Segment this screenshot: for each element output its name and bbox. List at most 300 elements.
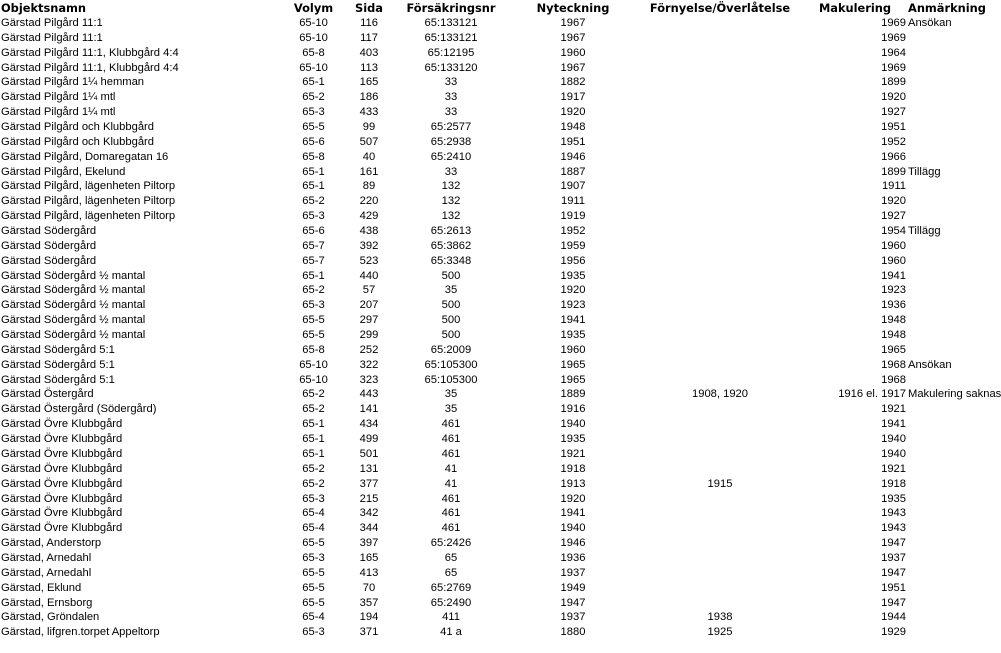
table-row — [0, 625, 960, 640]
cell-sida: 207 — [359, 299, 379, 312]
header-anmarkning: Anmärkning — [908, 1, 986, 15]
table-row — [0, 269, 960, 284]
cell-volym: 65-3 — [302, 106, 325, 119]
cell-anmarkning — [908, 209, 960, 224]
cell-fornyelse — [638, 31, 802, 46]
cell-objektsnamn: Gärstad Pilgård, Domaregatan 16 — [1, 150, 169, 163]
cell-volym: 65-10 — [299, 17, 328, 29]
cell-forsakringsnr: 65:2410 — [430, 150, 472, 163]
cell-objektsnamn: Gärstad Pilgård och Klubbgård — [1, 135, 154, 148]
cell-volym: 65-2 — [302, 195, 325, 208]
table-row — [0, 462, 960, 477]
cell-nyteckning: 1941 — [560, 314, 586, 327]
cell-sida: 165 — [359, 76, 379, 89]
cell-fornyelse — [638, 551, 802, 566]
cell-forsakringsnr: 132 — [441, 195, 461, 208]
cell-volym: 65-3 — [302, 626, 325, 639]
cell-nyteckning: 1952 — [560, 225, 586, 238]
cell-anmarkning — [908, 298, 960, 313]
cell-sida: 392 — [359, 239, 379, 252]
cell-sida: 323 — [359, 373, 379, 386]
cell-forsakringsnr: 65:12195 — [427, 46, 475, 59]
table-row — [0, 566, 960, 581]
table-row — [0, 373, 960, 388]
cell-makulering: 1929 — [881, 626, 906, 639]
table-row — [0, 46, 960, 61]
cell-volym: 65-1 — [302, 433, 325, 446]
cell-makulering: 1947 — [881, 596, 906, 609]
cell-anmarkning — [908, 179, 960, 194]
cell-forsakringsnr: 65:2577 — [430, 121, 472, 134]
cell-fornyelse — [638, 16, 802, 31]
cell-forsakringsnr: 65:2938 — [430, 135, 472, 148]
cell-objektsnamn: Gärstad Övre Klubbgård — [1, 477, 123, 490]
cell-nyteckning: 1935 — [560, 329, 586, 342]
cell-forsakringsnr: 35 — [444, 403, 458, 416]
cell-makulering: 1921 — [881, 462, 906, 475]
table-row — [0, 254, 960, 269]
cell-sida: 141 — [359, 403, 379, 416]
table-row — [0, 432, 960, 447]
cell-volym: 65-5 — [302, 596, 325, 609]
cell-makulering: 1936 — [881, 299, 906, 312]
cell-volym: 65-8 — [302, 46, 325, 59]
cell-fornyelse — [638, 521, 802, 536]
cell-anmarkning — [908, 521, 960, 536]
cell-sida: 89 — [362, 180, 376, 193]
cell-nyteckning: 1920 — [560, 492, 586, 505]
cell-nyteckning: 1937 — [560, 611, 586, 624]
cell-nyteckning: 1948 — [560, 121, 586, 134]
cell-nyteckning: 1960 — [560, 343, 586, 356]
cell-sida: 523 — [359, 254, 379, 267]
cell-nyteckning: 1907 — [560, 180, 586, 193]
cell-fornyelse — [638, 46, 802, 61]
cell-objektsnamn: Gärstad Övre Klubbgård — [1, 462, 123, 475]
cell-anmarkning — [908, 61, 960, 76]
cell-volym: 65-8 — [302, 150, 325, 163]
cell-objektsnamn: Gärstad, Gröndalen — [1, 611, 100, 624]
cell-fornyelse — [638, 269, 802, 284]
cell-objektsnamn: Gärstad Pilgård, lägenheten Piltorp — [1, 180, 176, 193]
cell-volym: 65-10 — [299, 373, 328, 386]
cell-nyteckning: 1967 — [560, 61, 586, 74]
cell-makulering: 1968 — [881, 358, 906, 371]
cell-makulering: 1960 — [881, 239, 906, 252]
cell-volym: 65-3 — [302, 551, 325, 564]
header-fornyelse: Förnyelse/Överlåtelse — [649, 1, 791, 15]
cell-anmarkning — [908, 477, 960, 492]
cell-sida: 220 — [359, 195, 379, 208]
cell-forsakringsnr: 132 — [441, 210, 461, 223]
cell-objektsnamn: Gärstad Övre Klubbgård — [1, 447, 123, 460]
cell-volym: 65-3 — [302, 299, 325, 312]
cell-volym: 65-7 — [302, 254, 325, 267]
table-row — [0, 209, 960, 224]
cell-volym: 65-10 — [299, 61, 328, 74]
cell-makulering: 1947 — [881, 566, 906, 579]
cell-volym: 65-5 — [302, 581, 325, 594]
cell-sida: 40 — [362, 150, 376, 163]
cell-forsakringsnr: 65:2769 — [430, 581, 472, 594]
cell-anmarkning — [908, 447, 960, 462]
cell-nyteckning: 1951 — [560, 135, 586, 148]
cell-objektsnamn: Gärstad Södergård ½ mantal — [1, 299, 146, 312]
cell-volym: 65-1 — [302, 180, 325, 193]
cell-fornyelse: 1908, 1920 — [692, 388, 748, 401]
cell-objektsnamn: Gärstad Södergård ½ mantal — [1, 284, 146, 297]
table-row — [0, 90, 960, 105]
cell-sida: 403 — [359, 46, 379, 59]
cell-objektsnamn: Gärstad Pilgård 11:1, Klubbgård 4:4 — [1, 46, 179, 59]
cell-forsakringsnr: 65:2426 — [430, 537, 472, 550]
cell-volym: 65-6 — [302, 225, 325, 238]
cell-makulering: 1965 — [881, 343, 906, 356]
cell-anmarkning — [908, 566, 960, 581]
cell-fornyelse — [638, 283, 802, 298]
cell-anmarkning — [908, 506, 960, 521]
cell-sida: 440 — [359, 269, 379, 282]
cell-objektsnamn: Gärstad Södergård ½ mantal — [1, 269, 146, 282]
cell-nyteckning: 1967 — [560, 17, 586, 29]
cell-nyteckning: 1918 — [560, 462, 586, 475]
cell-anmarkning — [908, 150, 960, 165]
cell-makulering: 1951 — [881, 581, 906, 594]
cell-makulering: 1951 — [881, 121, 906, 134]
cell-forsakringsnr: 461 — [441, 433, 461, 446]
cell-makulering: 1918 — [881, 477, 906, 490]
cell-volym: 65-5 — [302, 329, 325, 342]
cell-fornyelse — [638, 194, 802, 209]
cell-forsakringsnr: 65:133120 — [424, 61, 478, 74]
cell-anmarkning — [908, 402, 960, 417]
table-row — [0, 61, 960, 76]
cell-nyteckning: 1923 — [560, 299, 586, 312]
cell-makulering: 1968 — [881, 373, 906, 386]
cell-makulering: 1920 — [881, 195, 906, 208]
cell-fornyelse — [638, 313, 802, 328]
table-row — [0, 536, 960, 551]
cell-fornyelse — [638, 358, 802, 373]
cell-makulering: 1923 — [881, 284, 906, 297]
cell-sida: 99 — [362, 121, 376, 134]
cell-objektsnamn: Gärstad Södergård 5:1 — [1, 358, 115, 371]
cell-anmarkning: Makulering saknas — [908, 388, 1001, 401]
cell-anmarkning — [908, 536, 960, 551]
cell-anmarkning — [908, 31, 960, 46]
table-row — [0, 16, 960, 31]
cell-fornyelse — [638, 581, 802, 596]
cell-anmarkning — [908, 581, 960, 596]
cell-forsakringsnr: 41 a — [440, 626, 462, 639]
cell-nyteckning: 1965 — [560, 373, 586, 386]
cell-forsakringsnr: 65:133121 — [424, 17, 478, 29]
cell-volym: 65-7 — [302, 239, 325, 252]
cell-volym: 65-5 — [302, 121, 325, 134]
table-row — [0, 179, 960, 194]
cell-makulering: 1948 — [881, 329, 906, 342]
cell-makulering: 1943 — [881, 522, 906, 535]
cell-sida: 299 — [359, 329, 379, 342]
cell-anmarkning — [908, 313, 960, 328]
cell-nyteckning: 1920 — [560, 284, 586, 297]
cell-makulering: 1969 — [881, 31, 906, 44]
table-row — [0, 343, 960, 358]
cell-nyteckning: 1917 — [560, 91, 586, 104]
cell-fornyelse — [638, 373, 802, 388]
cell-objektsnamn: Gärstad Övre Klubbgård — [1, 492, 123, 505]
cell-objektsnamn: Gärstad Södergård 5:1 — [1, 343, 115, 356]
table-row — [0, 31, 960, 46]
cell-fornyelse — [638, 105, 802, 120]
cell-forsakringsnr: 461 — [441, 418, 461, 431]
cell-volym: 65-2 — [302, 403, 325, 416]
cell-objektsnamn: Gärstad Pilgård 11:1 — [1, 31, 103, 44]
table-row — [0, 328, 960, 343]
cell-makulering: 1952 — [881, 135, 906, 148]
cell-anmarkning — [908, 46, 960, 61]
cell-nyteckning: 1959 — [560, 239, 586, 252]
cell-forsakringsnr: 35 — [444, 284, 458, 297]
cell-volym: 65-1 — [302, 165, 325, 178]
cell-nyteckning: 1960 — [560, 46, 586, 59]
cell-forsakringsnr: 65:3862 — [430, 239, 472, 252]
cell-sida: 433 — [359, 106, 379, 119]
cell-makulering: 1920 — [881, 91, 906, 104]
cell-forsakringsnr: 33 — [444, 106, 458, 119]
table-row — [0, 417, 960, 432]
cell-makulering: 1943 — [881, 507, 906, 520]
cell-makulering: 1960 — [881, 254, 906, 267]
cell-volym: 65-6 — [302, 135, 325, 148]
table-row — [0, 150, 960, 165]
cell-nyteckning: 1935 — [560, 269, 586, 282]
cell-fornyelse — [638, 432, 802, 447]
cell-nyteckning: 1967 — [560, 31, 586, 44]
cell-volym: 65-3 — [302, 492, 325, 505]
cell-anmarkning — [908, 551, 960, 566]
table-row — [0, 358, 960, 373]
cell-objektsnamn: Gärstad Pilgård, Ekelund — [1, 165, 126, 178]
cell-makulering: 1911 — [881, 180, 906, 193]
table-row — [0, 105, 960, 120]
cell-makulering: 1927 — [881, 210, 906, 223]
table-row — [0, 521, 960, 536]
cell-sida: 443 — [359, 388, 379, 401]
cell-nyteckning: 1956 — [560, 254, 586, 267]
cell-nyteckning: 1946 — [560, 537, 586, 550]
table-row — [0, 492, 960, 507]
cell-sida: 252 — [359, 343, 379, 356]
cell-objektsnamn: Gärstad Pilgård, lägenheten Piltorp — [1, 210, 176, 223]
cell-makulering: 1966 — [881, 150, 906, 163]
cell-anmarkning — [908, 492, 960, 507]
cell-makulering: 1944 — [881, 611, 906, 624]
cell-forsakringsnr: 500 — [441, 299, 461, 312]
table-row — [0, 239, 960, 254]
cell-nyteckning: 1916 — [560, 403, 586, 416]
cell-anmarkning — [908, 610, 960, 625]
table-row — [0, 581, 960, 596]
cell-nyteckning: 1941 — [560, 507, 586, 520]
header-objektsnamn: Objektsnamn — [1, 1, 87, 15]
table-row — [0, 551, 960, 566]
cell-nyteckning: 1949 — [560, 581, 586, 594]
cell-nyteckning: 1887 — [560, 165, 586, 178]
table-row — [0, 75, 960, 90]
cell-forsakringsnr: 65:105300 — [424, 358, 478, 371]
cell-objektsnamn: Gärstad, Arnedahl — [1, 551, 92, 564]
cell-fornyelse — [638, 402, 802, 417]
cell-fornyelse — [638, 61, 802, 76]
table-row — [0, 596, 960, 611]
table-row — [0, 313, 960, 328]
cell-makulering: 1937 — [881, 551, 906, 564]
cell-objektsnamn: Gärstad Södergård — [1, 239, 97, 252]
cell-anmarkning — [908, 625, 960, 640]
table-row — [0, 194, 960, 209]
cell-anmarkning — [908, 269, 960, 284]
table-row — [0, 387, 960, 402]
cell-nyteckning: 1935 — [560, 433, 586, 446]
cell-nyteckning: 1965 — [560, 358, 586, 371]
cell-anmarkning — [908, 194, 960, 209]
table-row — [0, 610, 960, 625]
cell-fornyelse — [638, 224, 802, 239]
header-makulering: Makulering — [818, 1, 892, 15]
cell-anmarkning — [908, 239, 960, 254]
cell-forsakringsnr: 461 — [441, 522, 461, 535]
cell-forsakringsnr: 65:133121 — [424, 31, 478, 44]
cell-makulering: 1940 — [881, 433, 906, 446]
cell-objektsnamn: Gärstad Södergård — [1, 254, 97, 267]
cell-objektsnamn: Gärstad Pilgård 11:1, Klubbgård 4:4 — [1, 61, 179, 74]
cell-nyteckning: 1889 — [560, 388, 586, 401]
cell-volym: 65-2 — [302, 284, 325, 297]
cell-forsakringsnr: 65:3348 — [430, 254, 472, 267]
cell-anmarkning — [908, 135, 960, 150]
cell-volym: 65-4 — [302, 611, 325, 624]
table-row — [0, 506, 960, 521]
cell-volym: 65-4 — [302, 507, 325, 520]
cell-objektsnamn: Gärstad, Ernsborg — [1, 596, 93, 609]
cell-fornyelse — [638, 90, 802, 105]
cell-objektsnamn: Gärstad Östergård — [1, 388, 94, 401]
cell-forsakringsnr: 41 — [444, 477, 458, 490]
cell-anmarkning — [908, 254, 960, 269]
cell-volym: 65-1 — [302, 418, 325, 431]
cell-fornyelse — [638, 447, 802, 462]
cell-anmarkning — [908, 75, 960, 90]
cell-forsakringsnr: 500 — [441, 329, 461, 342]
cell-nyteckning: 1940 — [560, 522, 586, 535]
cell-forsakringsnr: 500 — [441, 314, 461, 327]
cell-anmarkning — [908, 343, 960, 358]
cell-volym: 65-5 — [302, 314, 325, 327]
cell-fornyelse — [638, 462, 802, 477]
cell-fornyelse — [638, 150, 802, 165]
header-row — [0, 0, 960, 16]
cell-volym: 65-2 — [302, 91, 325, 104]
cell-fornyelse — [638, 120, 802, 135]
cell-sida: 438 — [359, 225, 379, 238]
cell-makulering: 1969 — [881, 61, 906, 74]
table-row — [0, 298, 960, 313]
cell-nyteckning: 1919 — [560, 210, 586, 223]
header-volym: Volym — [293, 1, 334, 15]
cell-anmarkning — [908, 105, 960, 120]
cell-fornyelse — [638, 492, 802, 507]
cell-objektsnamn: Gärstad, Eklund — [1, 581, 82, 594]
cell-nyteckning: 1920 — [560, 106, 586, 119]
cell-nyteckning: 1937 — [560, 566, 586, 579]
table-row — [0, 402, 960, 417]
cell-forsakringsnr: 461 — [441, 507, 461, 520]
cell-fornyelse — [638, 254, 802, 269]
cell-fornyelse — [638, 596, 802, 611]
cell-objektsnamn: Gärstad Pilgård 1¼ mtl — [1, 106, 116, 119]
cell-makulering: 1940 — [881, 447, 906, 460]
cell-anmarkning — [908, 328, 960, 343]
cell-forsakringsnr: 33 — [444, 76, 458, 89]
cell-objektsnamn: Gärstad, lifgren.torpet Appeltorp — [1, 626, 160, 639]
cell-nyteckning: 1882 — [560, 76, 586, 89]
cell-objektsnamn: Gärstad Övre Klubbgård — [1, 433, 123, 446]
cell-nyteckning: 1911 — [560, 195, 586, 208]
cell-forsakringsnr: 65:2009 — [430, 343, 472, 356]
cell-objektsnamn: Gärstad, Anderstorp — [1, 537, 102, 550]
cell-anmarkning — [908, 596, 960, 611]
cell-forsakringsnr: 65:2613 — [430, 225, 472, 238]
cell-anmarkning — [908, 373, 960, 388]
cell-objektsnamn: Gärstad Övre Klubbgård — [1, 418, 123, 431]
cell-makulering: 1916 el. 1917 — [838, 388, 906, 401]
cell-sida: 501 — [359, 447, 379, 460]
cell-anmarkning — [908, 417, 960, 432]
cell-makulering: 1927 — [881, 106, 906, 119]
cell-fornyelse — [638, 417, 802, 432]
cell-volym: 65-2 — [302, 477, 325, 490]
cell-anmarkning: Ansökan — [908, 358, 952, 371]
cell-volym: 65-10 — [299, 31, 328, 44]
table-row — [0, 447, 960, 462]
cell-objektsnamn: Gärstad Pilgård 11:1 — [1, 17, 103, 29]
cell-sida: 413 — [359, 566, 379, 579]
cell-volym: 65-2 — [302, 388, 325, 401]
cell-makulering: 1948 — [881, 314, 906, 327]
cell-forsakringsnr: 33 — [444, 91, 458, 104]
cell-anmarkning — [908, 90, 960, 105]
cell-sida: 116 — [360, 17, 378, 29]
cell-sida: 342 — [359, 507, 379, 520]
cell-makulering: 1899 — [881, 165, 906, 178]
cell-objektsnamn: Gärstad Pilgård 1¼ mtl — [1, 91, 116, 104]
cell-objektsnamn: Gärstad Pilgård, lägenheten Piltorp — [1, 195, 176, 208]
cell-objektsnamn: Gärstad Södergård ½ mantal — [1, 329, 146, 342]
cell-objektsnamn: Gärstad Södergård 5:1 — [1, 373, 115, 386]
cell-forsakringsnr: 461 — [441, 492, 461, 505]
cell-sida: 377 — [359, 477, 379, 490]
cell-sida: 371 — [359, 626, 379, 639]
cell-sida: 117 — [360, 31, 378, 44]
cell-makulering: 1921 — [881, 403, 906, 416]
cell-forsakringsnr: 461 — [441, 447, 461, 460]
cell-sida: 507 — [359, 135, 379, 148]
cell-makulering: 1964 — [881, 46, 906, 59]
cell-nyteckning: 1946 — [560, 150, 586, 163]
cell-sida: 357 — [359, 596, 379, 609]
header-forsakringsnr: Försäkringsnr — [406, 1, 496, 15]
